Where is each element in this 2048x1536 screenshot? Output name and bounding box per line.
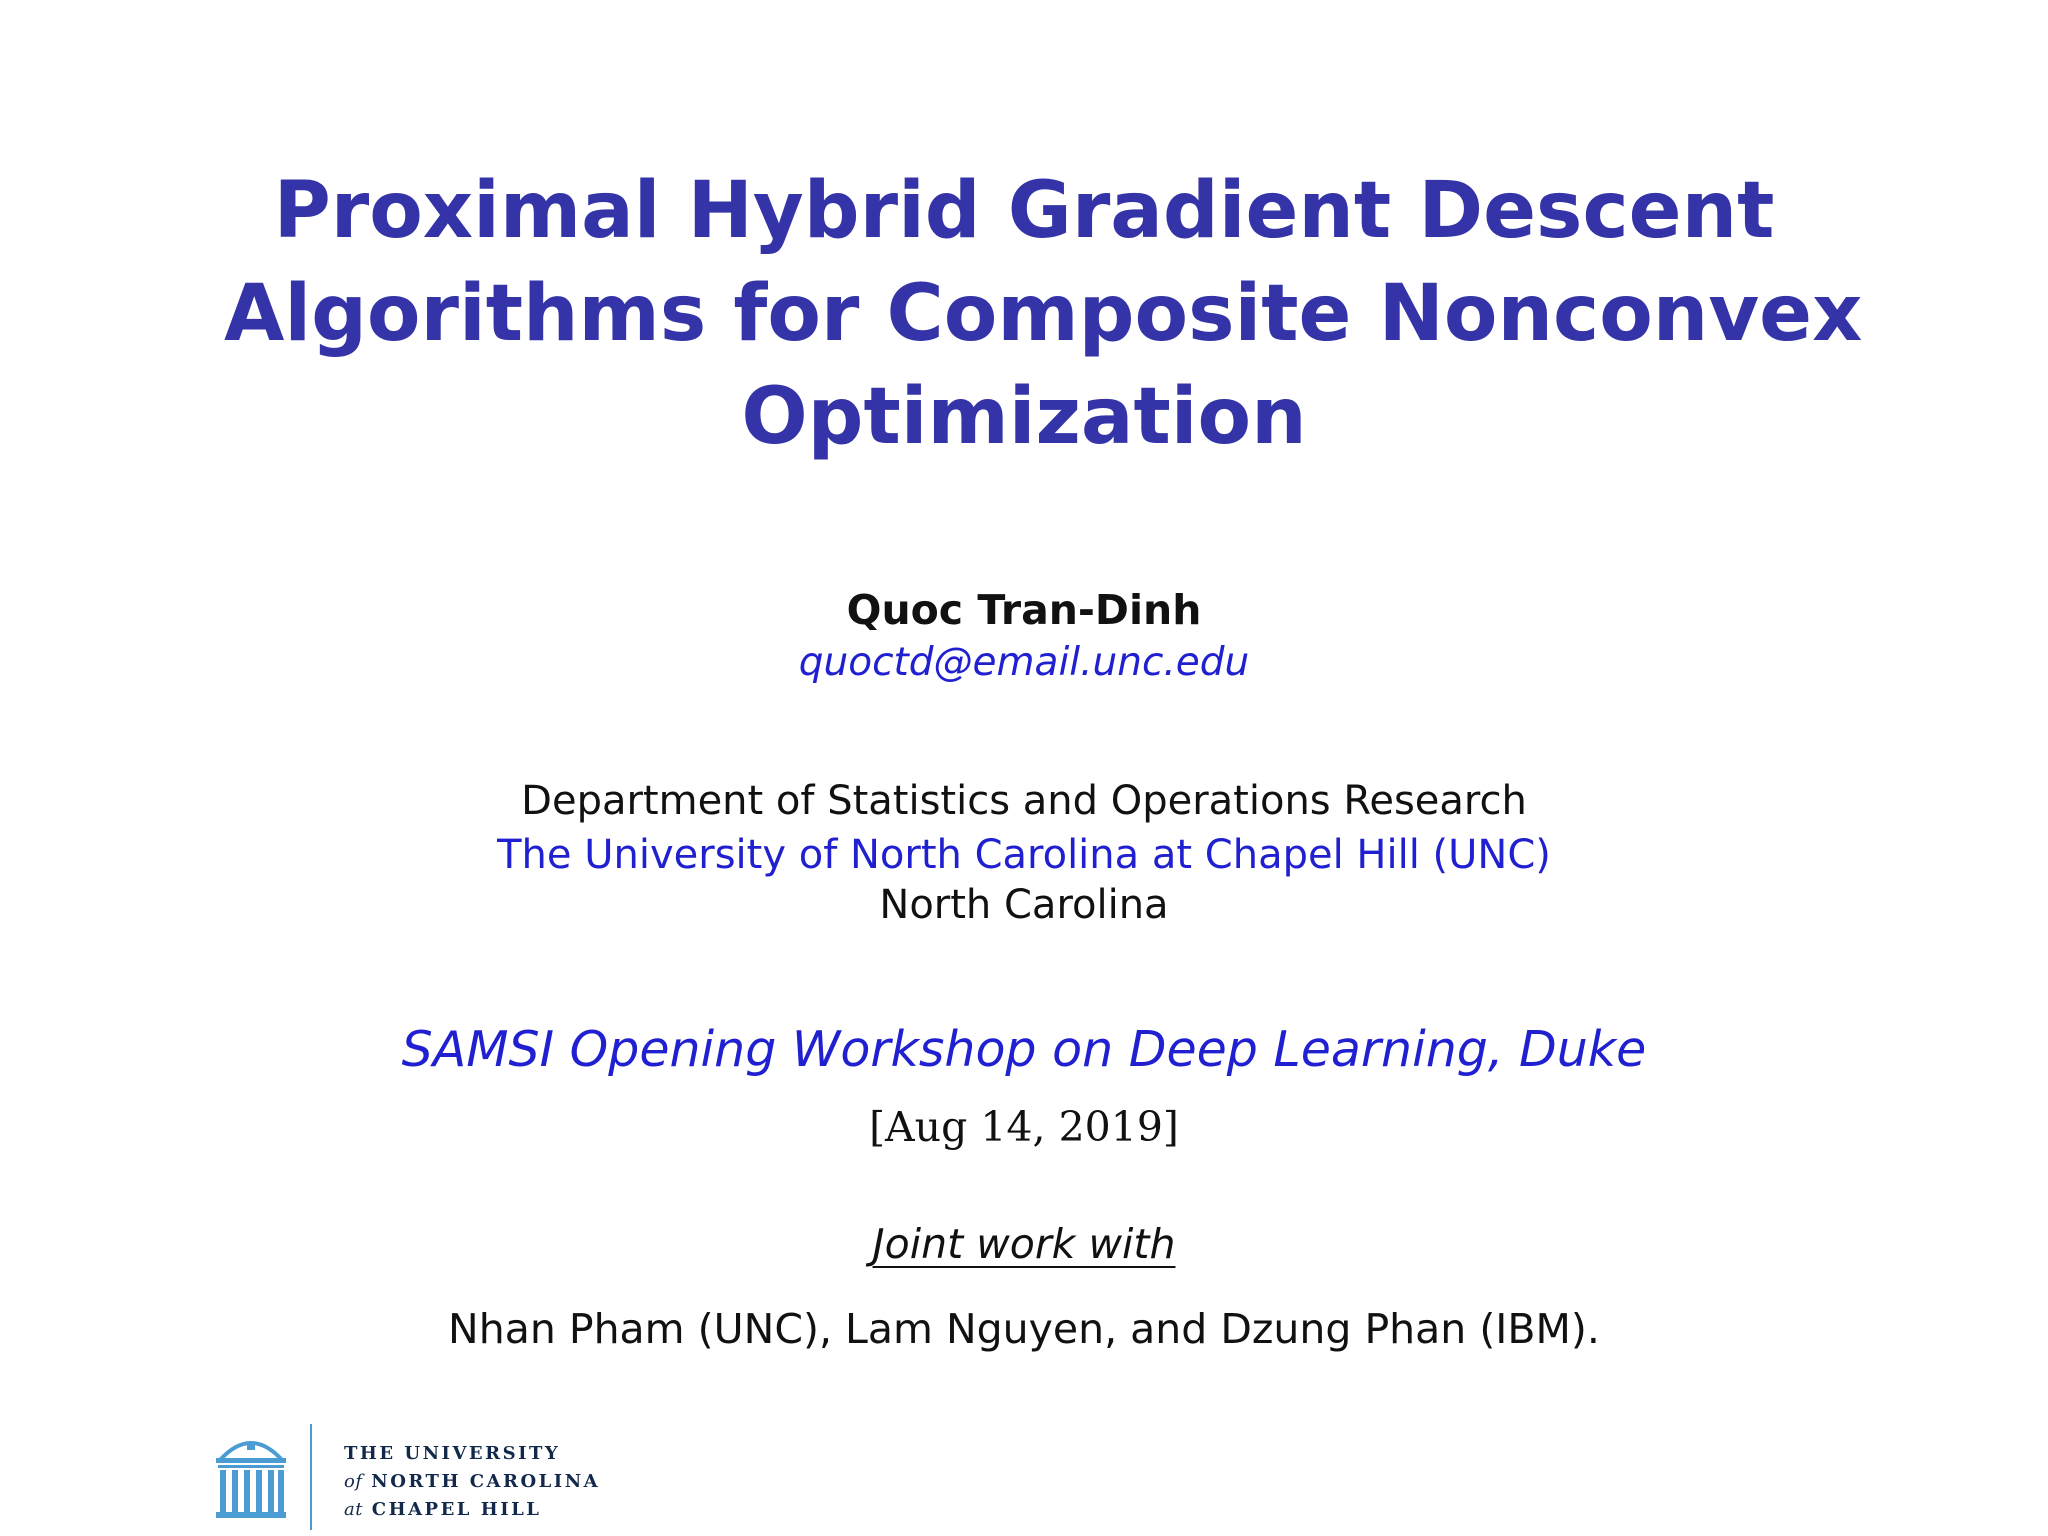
author-email-link[interactable]: quoctd@email.unc.edu <box>798 640 1250 685</box>
collaborators: Nhan Pham (UNC), Lam Nguyen, and Dzung Phan (IBM). <box>448 1305 1600 1353</box>
logo-wordmark <box>344 1440 600 1524</box>
state: North Carolina <box>879 882 1169 928</box>
logo-line-2 <box>344 1468 600 1496</box>
old-well-icon <box>214 1430 288 1522</box>
title-line-1: Proximal Hybrid Gradient Descent <box>273 166 1775 256</box>
logo-line-3 <box>344 1496 600 1524</box>
logo-line-1: THE UNIVERSITY <box>344 1443 561 1464</box>
event-date: [Aug 14, 2019] <box>869 1103 1179 1151</box>
author-name: Quoc Tran-Dinh <box>846 586 1202 634</box>
slide-title <box>224 160 1863 469</box>
department: Department of Statistics and Operations Research <box>521 778 1527 824</box>
logo-line-3-rest: CHAPEL HILL <box>371 1499 542 1520</box>
joint-work-label: Joint work with <box>872 1220 1176 1268</box>
logo-line-2-rest: NORTH CAROLINA <box>371 1471 601 1492</box>
logo-line-2-prefix: of <box>344 1471 363 1492</box>
logo-line-3-prefix: at <box>344 1499 363 1520</box>
logo-divider <box>310 1424 312 1530</box>
event-link[interactable]: SAMSI Opening Workshop on Deep Learning, Duke <box>401 1021 1647 1078</box>
unc-logo <box>214 1424 634 1534</box>
title-line-2: Algorithms for Composite Nonconvex <box>224 269 1863 359</box>
university-link[interactable]: The University of North Carolina at Chapel Hill (UNC) <box>497 832 1551 878</box>
title-line-3: Optimization <box>741 372 1307 462</box>
